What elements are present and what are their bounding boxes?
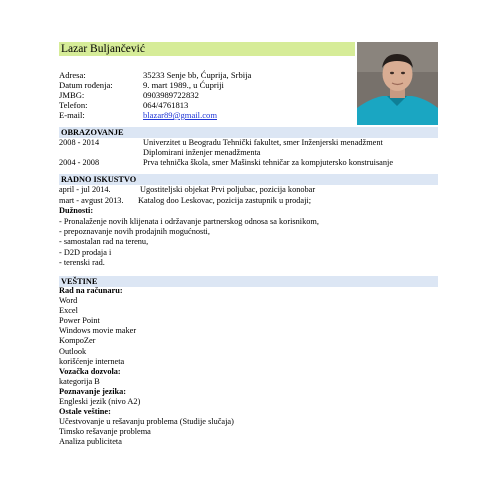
skill-group-label: Poznavanje jezika: — [59, 387, 127, 396]
info-value: 064/4761813 — [143, 100, 189, 110]
skill-item: Timsko rešavanje problema — [59, 427, 151, 436]
info-value: 0903989722832 — [143, 90, 199, 100]
profile-photo — [357, 42, 438, 125]
skill-group-label: Vozačka dozvola: — [59, 367, 121, 376]
work-period: mart - avgust 2013. — [59, 196, 124, 205]
duty-item: - Pronalaženje novih klijenata i održavanje partnerskog odnosa sa korisnikom, — [59, 217, 319, 226]
skill-item: Outlook — [59, 347, 87, 356]
info-label: Datum rođenja: — [59, 80, 113, 90]
edu-period: 2008 - 2014 — [59, 138, 100, 147]
skill-item: KompoZer — [59, 336, 96, 345]
info-label: Telefon: — [59, 100, 88, 110]
skill-group-label: Rad na računaru: — [59, 286, 123, 295]
work-text: Ugostiteljski objekat Prvi poljubac, pozicija konobar — [140, 185, 316, 194]
edu-text: Prva tehnička škola, smer Mašinski tehničar za kompjutersko konstruisanje — [143, 158, 394, 167]
skill-item: korišćenje interneta — [59, 357, 125, 366]
name-header — [59, 42, 355, 56]
info-label: JMBG: — [59, 90, 85, 100]
edu-period: 2004 - 2008 — [59, 158, 100, 167]
section-education — [59, 127, 438, 138]
duty-item: - D2D prodaja i — [59, 248, 112, 257]
skill-item: kategorija B — [59, 377, 100, 386]
skill-group-label: Ostale veštine: — [59, 407, 111, 416]
duty-item: - samostalan rad na terenu, — [59, 237, 149, 246]
skill-item: Excel — [59, 306, 78, 315]
skill-item: Analiza publiciteta — [59, 437, 122, 446]
duties-label: Dužnosti: — [59, 206, 94, 215]
edu-text: Diplomirani inženjer menadžmenta — [143, 148, 261, 157]
skill-item: Power Point — [59, 316, 100, 325]
section-work — [59, 174, 438, 185]
person-name: Lazar Buljančević — [61, 43, 145, 55]
work-text: Katalog doo Leskovac, pozicija zastupnik u prodaji; — [138, 196, 312, 205]
duty-item: - terenski rad. — [59, 258, 105, 267]
info-label: Adresa: — [59, 70, 86, 80]
skill-item: Učestvovanje u rešavanju problema (Studije slučaja) — [59, 417, 234, 426]
section-heading: RADNO ISKUSTVO — [61, 175, 137, 184]
section-heading: OBRAZOVANJE — [61, 128, 124, 137]
skill-item: Windows movie maker — [59, 326, 137, 335]
edu-text: Univerzitet u Beogradu Tehnički fakultet, smer Inženjerski menadžment — [143, 138, 383, 147]
work-period: april - jul 2014. — [59, 185, 111, 194]
info-value: 35233 Senje bb, Ćuprija, Srbija — [143, 70, 252, 80]
info-label: E-mail: — [59, 110, 85, 120]
email-link[interactable]: blazar89@gmail.com — [143, 110, 218, 120]
skill-item: Engleski jezik (nivo A2) — [59, 397, 141, 406]
skill-item: Word — [59, 296, 78, 305]
section-heading: VEŠTINE — [61, 277, 98, 286]
info-value: 9. mart 1989., u Ćupriji — [143, 80, 224, 90]
duty-item: - prepoznavanje novih prodajnih mogućnosti, — [59, 227, 210, 236]
